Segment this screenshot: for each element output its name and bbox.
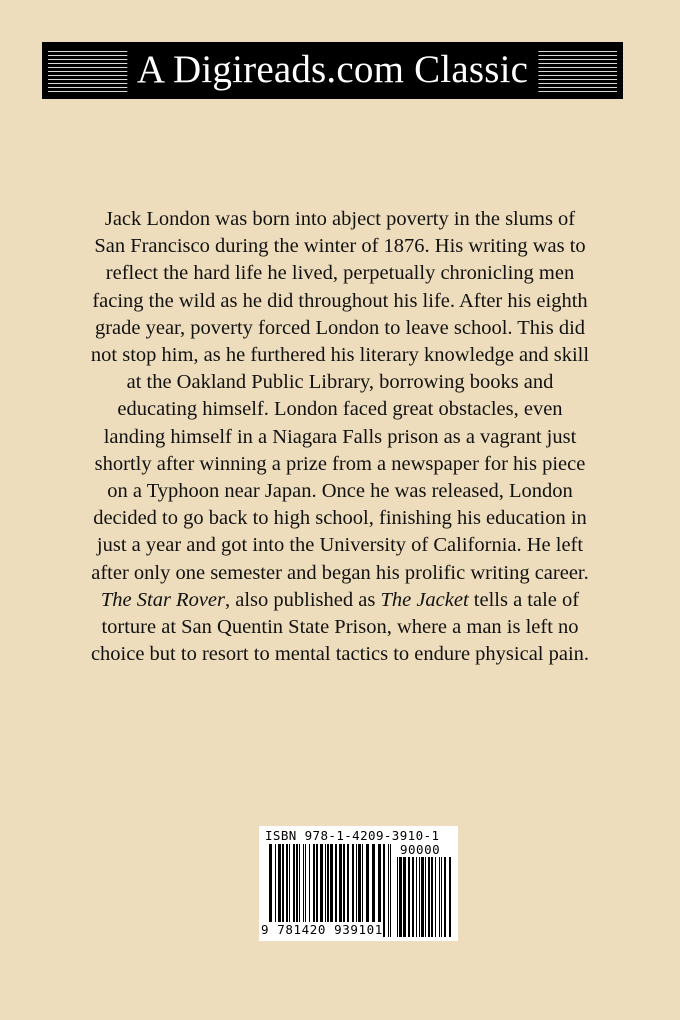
barcode-bar bbox=[408, 857, 410, 937]
isbn-label: ISBN 978-1-4209-3910-1 bbox=[265, 828, 440, 843]
barcode-bar bbox=[421, 857, 424, 937]
price-code: 90000 bbox=[400, 842, 441, 857]
barcode-bar bbox=[425, 857, 426, 937]
barcode-bar bbox=[397, 857, 398, 937]
description-text-1: Jack London was born into abject poverty in the slums of San Francisco during the winter of 1876. His writing was to reflect the hard life he lived, perpetually chronicling men facing the wild as he did throughout his life. After his eighth grade year, poverty forced London to leave school. This did not stop him, as he furthered his literary knowledge and skill at the Oakland Public Library, borrowing books and educating himself. London faced great obstacles, even landing himself in a Niagara Falls prison as a vagrant just shortly after winning a prize from a newspaper for his piece on a Typhoon near Japan. Once he was released, London decided to go back to high school, finishing his education in just a year and got into the University of California. He left after only one semester and began his prolific writing career. bbox=[90, 208, 590, 584]
barcode-digits: 9 781420 939101 bbox=[261, 922, 383, 937]
book-title-star-rover: The Star Rover bbox=[100, 588, 225, 611]
barcode-bar bbox=[390, 844, 391, 937]
isbn-barcode bbox=[259, 826, 458, 941]
description-text-2: , also published as bbox=[225, 588, 381, 611]
barcode-bar bbox=[383, 844, 385, 937]
book-description bbox=[90, 206, 590, 668]
barcode-bar bbox=[419, 857, 420, 937]
barcode-bar bbox=[431, 857, 433, 937]
barcode-bar bbox=[388, 844, 389, 937]
description-text-3: tells a tale of torture at San Quentin State Prison, where a man is left no choice but to resort to mental tactics to endure physical pain. bbox=[90, 588, 590, 666]
barcode-bar bbox=[441, 857, 442, 937]
barcode-bar bbox=[439, 857, 440, 937]
book-title-jacket: The Jacket bbox=[380, 588, 469, 611]
barcode-bar bbox=[435, 857, 436, 937]
barcode-bar bbox=[449, 857, 451, 937]
barcode-bar bbox=[412, 857, 414, 937]
addon-barcode-bars bbox=[397, 857, 452, 937]
barcode-bar bbox=[444, 857, 446, 937]
barcode-bar bbox=[416, 857, 417, 937]
series-title: A Digireads.com Classic bbox=[127, 48, 538, 92]
barcode-bar bbox=[403, 857, 406, 937]
series-banner bbox=[42, 42, 623, 99]
barcode-bar bbox=[399, 857, 402, 937]
barcode-bar bbox=[428, 857, 430, 937]
